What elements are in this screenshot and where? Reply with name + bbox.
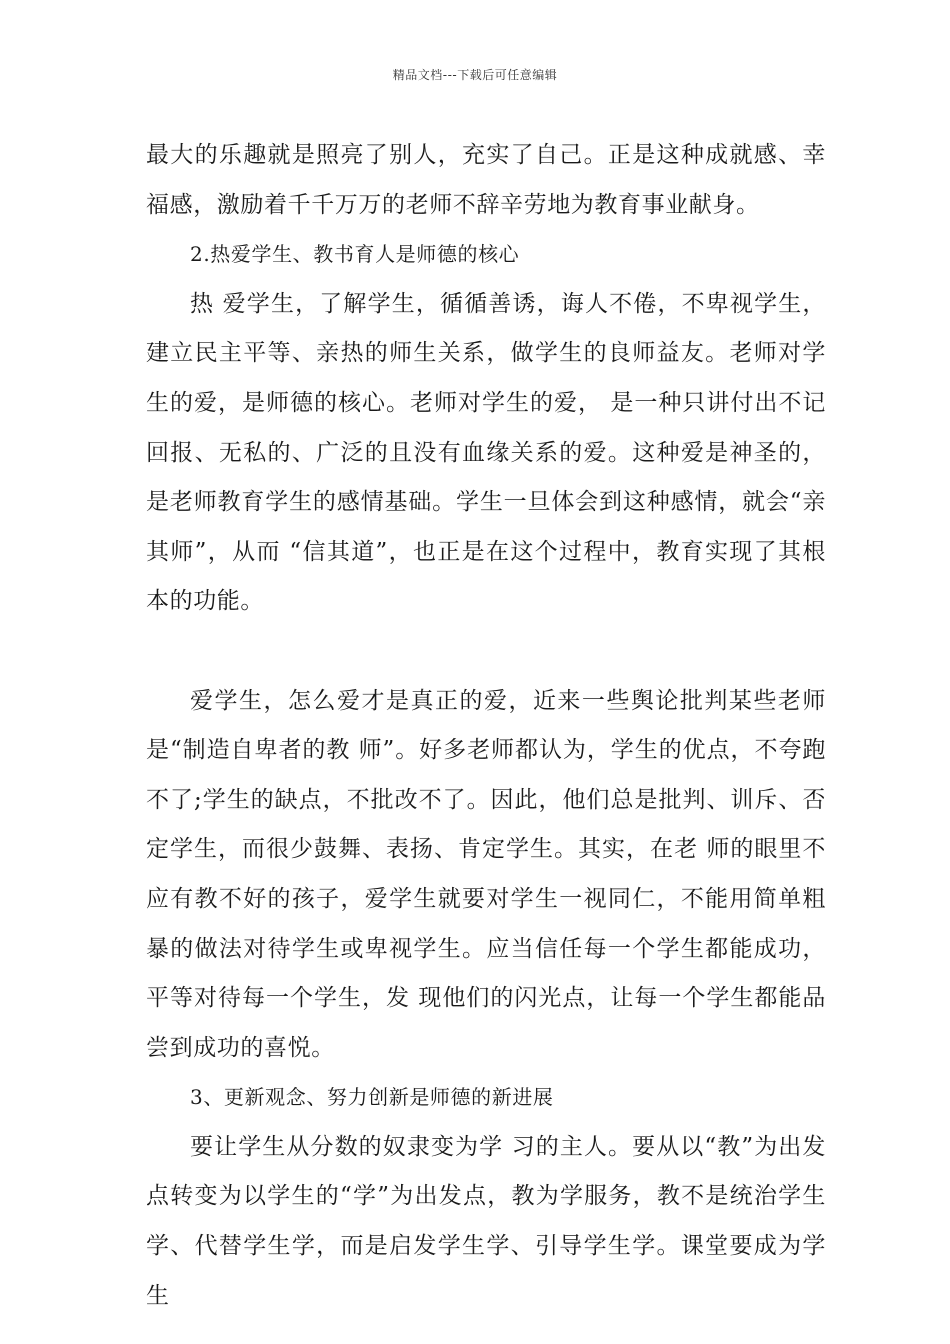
paragraph-love-students: 热 爱学生，了解学生，循循善诱，诲人不倦，不卑视学生，建立民主平等、亲热的师生关系，做学生的良师益友。老师对学生的爱，是师德的核心。老师对学生的爱， 是一种只讲付出不记回报、无私的、广泛的且没有血缘关系的爱。这种爱是神圣的，是老师教育学生的感情基础。学生一旦体会到这种感情，就会“亲其师”，从而 “信其道”，也正是在这个过程中，教育实现了其根本的功能。 [146, 290, 826, 615]
section-heading-2: 2.热爱学生、教书育人是师德的核心 [190, 242, 520, 267]
section-heading-3: 3、更新观念、努力创新是师德的新进展 [190, 1085, 554, 1110]
paragraph-continuation: 最大的乐趣就是照亮了别人，充实了自己。正是这种成就感、幸福感，激励着千千万万的老师不辞辛劳地为教育事业献身。 [146, 142, 826, 218]
document-body [146, 131, 826, 1321]
paragraph-innovation: 要让学生从分数的奴隶变为学 习的主人。要从以“教”为出发点转变为以学生的“学”为出发点，教为学服务，教不是统治学生学、代替学生学，而是启发学生学、引导学生学。课堂要成为学生 [146, 1133, 826, 1309]
page-header: 精品文档---下载后可任意编辑 [392, 68, 558, 82]
paragraph-true-love: 爱学生，怎么爱才是真正的爱，近来一些舆论批判某些老师是“制造自卑者的教 师”。好多老师都认为，学生的优点，不夸跑不了;学生的缺点，不批改不了。因此，他们总是批判、训斥、否定学生，而很少鼓舞、表扬、肯定学生。其实，在老 师的眼里不应有教不好的孩子，爱学生就要对学生一视同仁，不能用简单粗暴的做法对待学生或卑视学生。应当信任每一个学生都能成功，平等对待每一个学生，发 现他们的闪光点，让每一个学生都能品尝到成功的喜悦。 [146, 687, 826, 1061]
